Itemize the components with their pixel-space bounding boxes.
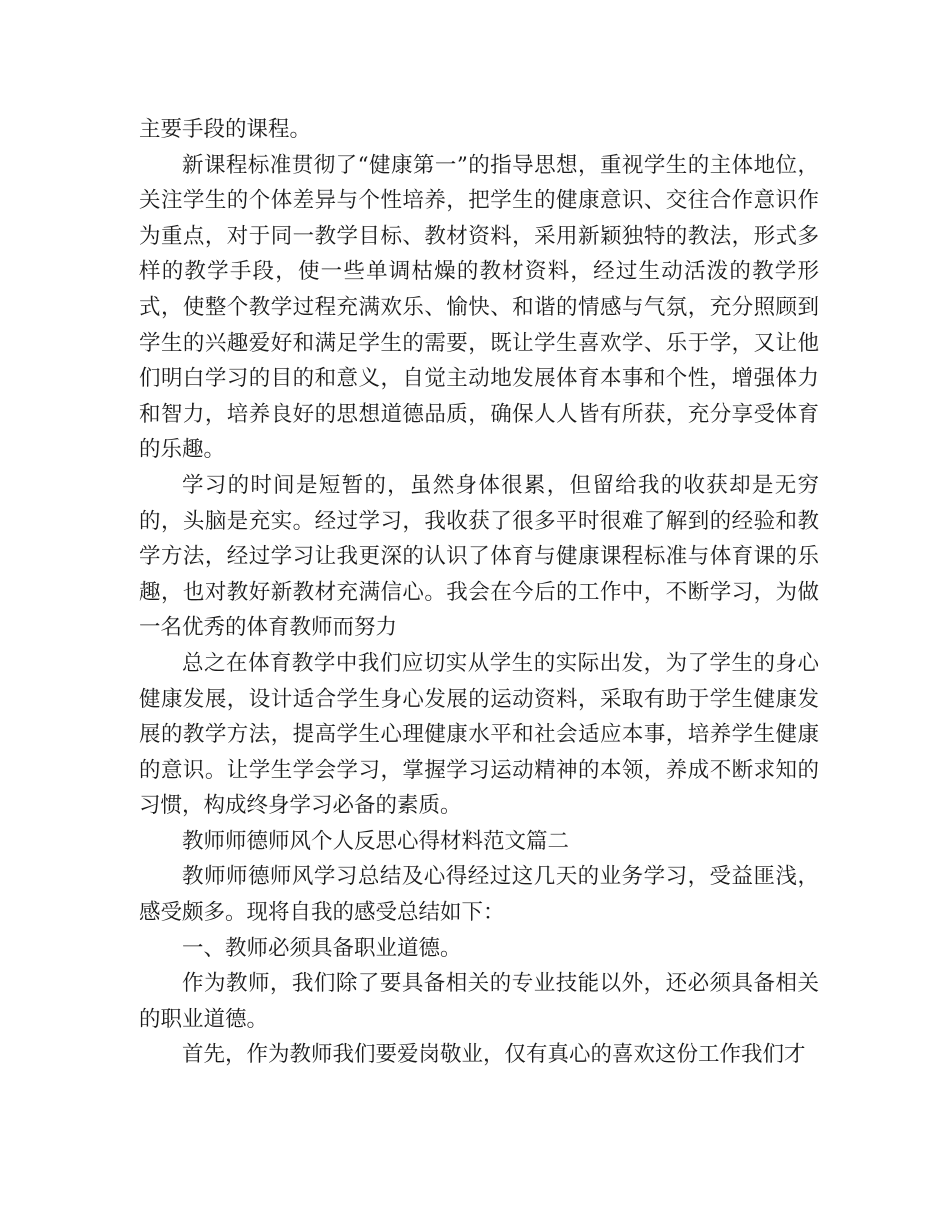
section-heading: 教师师德师风个人反思心得材料范文篇二 — [182, 828, 570, 854]
paragraph-5: 教师师德师风学习总结及心得经过这几天的业务学习，受益匪浅，感受颇多。现将自我的感受总结如下： — [139, 864, 819, 926]
paragraph-1: 主要手段的课程。 — [139, 117, 312, 142]
subheading-1: 一、教师必须具备职业道德。 — [182, 935, 462, 961]
paragraph-2: 新课程标准贯彻了“健康第一”的指导思想，重视学生的主体地位，关注学生的个体差异与个性培养，把学生的健康意识、交往合作意识作为重点，对于同一教学目标、教材资料，采用新颖独特的教法，形式多样的教学手段，使一些单调枯燥的教材资料，经过生动活泼的教学形式，使整个教学过程充满欢乐、愉快、和谐的情感与气氛，充分照顾到学生的兴趣爱好和满足学生的需要，既让学生喜欢学、乐于学，又让他们明白学习的目的和意义，自觉主动地发展体育本事和个性，增强体力和智力，培养良好的思想道德品质，确保人人皆有所获，充分享受体育的乐趣。 — [139, 152, 819, 463]
paragraph-6: 作为教师，我们除了要具备相关的专业技能以外，还必须具备相关的职业道德。 — [139, 971, 819, 1032]
paragraph-3: 学习的时间是短暂的，虽然身体很累，但留给我的收获却是无穷的，头脑是充实。经过学习，我收获了很多平时很难了解到的经验和教学方法，经过学习让我更深的认识了体育与健康课程标准与体育课的乐趣，也对教好新教材充满信心。我会在今后的工作中，不断学习，为做一名优秀的体育教师而努力 — [139, 472, 819, 641]
paragraph-7: 首先，作为教师我们要爱岗敬业，仅有真心的喜欢这份工作我们才 — [182, 1042, 806, 1068]
document-body — [139, 112, 819, 1073]
paragraph-4: 总之在体育教学中我们应切实从学生的实际出发，为了学生的身心健康发展，设计适合学生身心发展的运动资料，采取有助于学生健康发展的教学方法，提高学生心理健康水平和社会适应本事，培养学生健康的意识。让学生学会学习，掌握学习运动精神的本领，养成不断求知的习惯，构成终身学习必备的素质。 — [139, 650, 819, 819]
